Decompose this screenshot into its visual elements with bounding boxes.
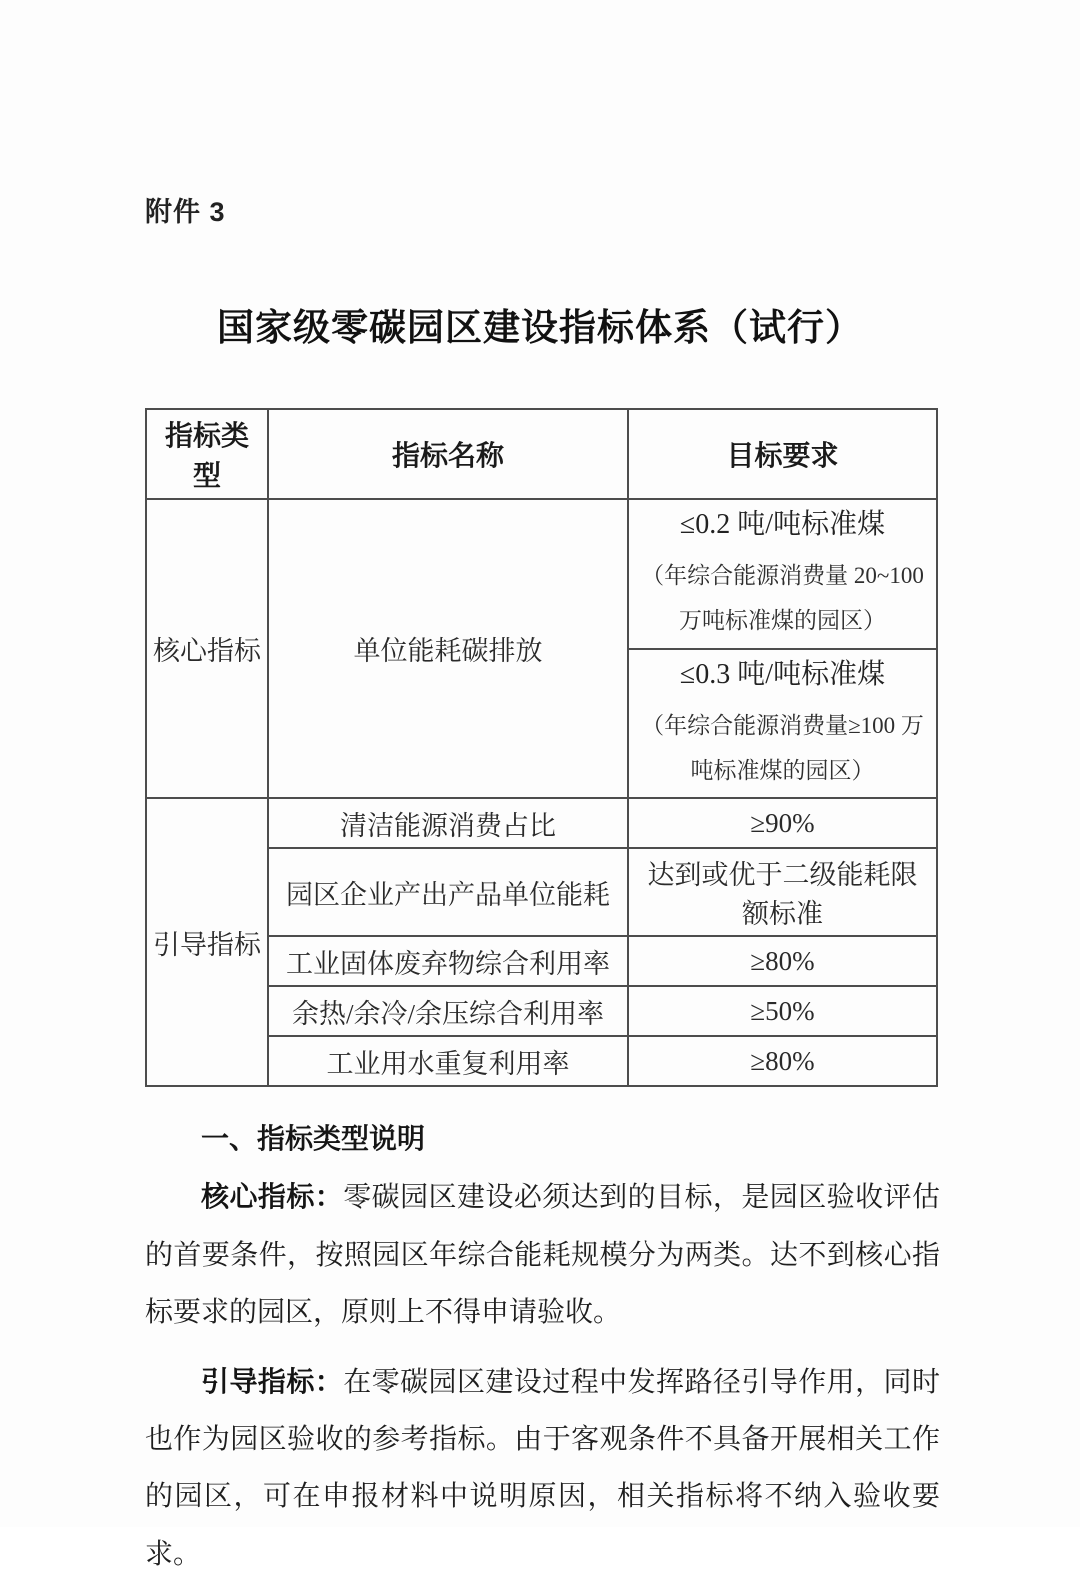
guiding-target-cell: ≥80% — [628, 1036, 937, 1086]
paragraph-body-core: 零碳园区建设必须达到的目标，是园区验收评估的首要条件，按照园区年综合能耗规模分为两类。达不到核心指标要求的园区，原则上不得申请验收。 — [145, 1182, 940, 1329]
guiding-target-cell: ≥80% — [628, 936, 937, 986]
core-target-1-value: ≤0.2 吨/吨标准煤 — [679, 509, 886, 540]
guiding-indicator-type-cell: 引导指标 — [146, 798, 268, 1086]
guiding-name-cell: 余热/余冷/余压综合利用率 — [268, 986, 628, 1036]
guiding-target-cell: ≥50% — [628, 986, 937, 1036]
guiding-target-cell: ≥90% — [628, 798, 937, 848]
indicator-table — [145, 408, 938, 1087]
table-row — [146, 798, 937, 848]
core-indicator-name-cell: 单位能耗碳排放 — [268, 499, 628, 798]
core-indicator-type-cell: 核心指标 — [146, 499, 268, 798]
core-target-cell-2 — [628, 649, 937, 799]
guiding-target-cell: 达到或优于二级能耗限额标准 — [628, 848, 937, 936]
core-target-1-note: （年综合能源消费量 20~100 万吨标准煤的园区） — [641, 563, 924, 633]
paragraph-lead-core: 核心指标： — [201, 1182, 344, 1214]
guiding-name-cell: 工业固体废弃物综合利用率 — [268, 936, 628, 986]
paragraph-lead-guiding: 引导指标： — [201, 1366, 344, 1398]
guiding-name-cell: 清洁能源消费占比 — [268, 798, 628, 848]
section-heading: 一、指标类型说明 — [201, 1123, 426, 1155]
attachment-label: 附件 3 — [145, 197, 226, 227]
paragraph-core-indicator — [145, 1169, 940, 1341]
document-title: 国家级零碳园区建设指标体系（试行） — [217, 308, 863, 349]
table-row — [146, 499, 937, 649]
header-indicator-type: 指标类型 — [146, 409, 268, 499]
core-target-2-note: （年综合能源消费量≥100 万吨标准煤的园区） — [641, 712, 924, 783]
core-target-cell-1 — [628, 499, 937, 649]
header-indicator-name: 指标名称 — [268, 409, 628, 499]
guiding-name-cell: 园区企业产出产品单位能耗 — [268, 848, 628, 936]
guiding-name-cell: 工业用水重复利用率 — [268, 1036, 628, 1086]
paragraph-guiding-indicator — [145, 1354, 940, 1583]
paragraph-body-guiding: 在零碳园区建设过程中发挥路径引导作用，同时也作为园区验收的参考指标。由于客观条件不具备开展相关工作的园区，可在申报材料中说明原因，相关指标将不纳入验收要求。 — [145, 1366, 940, 1570]
table-header-row — [146, 409, 937, 499]
core-target-2-value: ≤0.3 吨/吨标准煤 — [679, 658, 886, 690]
header-target-requirement: 目标要求 — [628, 409, 937, 499]
